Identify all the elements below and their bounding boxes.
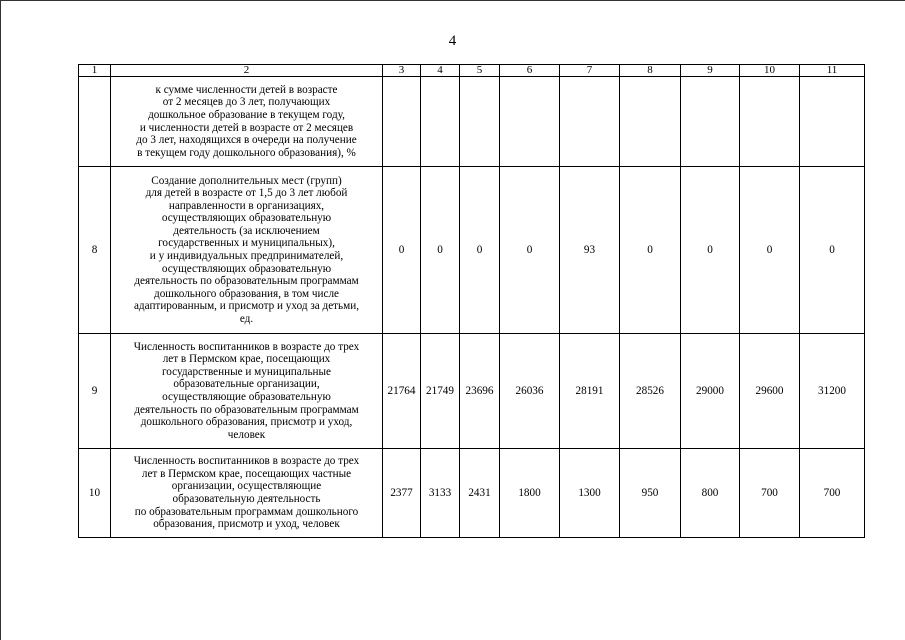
value-cell: 1300 [560,449,620,538]
value-cell: 23696 [460,334,500,449]
column-header: 5 [460,65,500,77]
table-row [79,167,865,334]
header-row [79,65,865,77]
value-cell: 0 [500,167,560,334]
value-cell: 28526 [620,334,681,449]
value-cell [800,77,865,167]
value-cell: 29000 [681,334,740,449]
indicator-description: к сумме численности детей в возрасте от 2 месяцев до 3 лет, получающих дошкольное образование в текущем году, и численности детей в возрасте от 2 месяцев до 3 лет, находящихся в очереди на получение в текущем году дошкольного образования), % [111,77,383,167]
value-cell: 0 [620,167,681,334]
row-number [79,77,111,167]
indicator-description: Численность воспитанников в возрасте до трех лет в Пермском крае, посещающих государственные и муниципальные образовательные организации, осуществляющие образовательную деятельность по образовательным программам дошкольного образования, присмотр и уход, человек [111,334,383,449]
value-cell [740,77,800,167]
page-number: 4 [448,33,457,49]
value-cell: 21764 [383,334,421,449]
table-row [79,77,865,167]
value-cell: 0 [740,167,800,334]
table-row [79,449,865,538]
value-cell: 1800 [500,449,560,538]
value-cell: 3133 [421,449,460,538]
column-header: 8 [620,65,681,77]
value-cell: 0 [421,167,460,334]
column-header: 6 [500,65,560,77]
value-cell [421,77,460,167]
value-cell: 700 [740,449,800,538]
column-header: 10 [740,65,800,77]
value-cell: 29600 [740,334,800,449]
indicator-description: Создание дополнительных мест (групп) для детей в возрасте от 1,5 до 3 лет любой направленности в организациях, осуществляющих образовательную деятельность (за исключением государственных и муниципальных), и у индивидуальных предпринимателей, осуществляющих образовательную деятельность по образовательным программам дошкольного образования, в том числе адаптированным, и присмотр и уход за детьми, ед. [111,167,383,334]
value-cell: 0 [681,167,740,334]
value-cell [500,77,560,167]
left-border-line [0,0,1,640]
column-header: 3 [383,65,421,77]
column-header: 1 [79,65,111,77]
value-cell: 0 [383,167,421,334]
row-number: 10 [79,449,111,538]
data-table [78,64,865,538]
column-header: 9 [681,65,740,77]
value-cell [460,77,500,167]
value-cell: 800 [681,449,740,538]
value-cell: 2377 [383,449,421,538]
value-cell: 0 [460,167,500,334]
row-number: 8 [79,167,111,334]
value-cell [383,77,421,167]
top-border-line [0,0,905,1]
value-cell [620,77,681,167]
row-number: 9 [79,334,111,449]
value-cell: 2431 [460,449,500,538]
value-cell: 0 [800,167,865,334]
value-cell: 93 [560,167,620,334]
indicator-description: Численность воспитанников в возрасте до трех лет в Пермском крае, посещающих частные организации, осуществляющие образовательную деятельность по образовательным программам дошкольного образования, присмотр и уход, человек [111,449,383,538]
value-cell: 31200 [800,334,865,449]
value-cell [560,77,620,167]
value-cell: 700 [800,449,865,538]
value-cell: 26036 [500,334,560,449]
column-header: 2 [111,65,383,77]
column-header: 11 [800,65,865,77]
column-header: 4 [421,65,460,77]
value-cell: 28191 [560,334,620,449]
value-cell: 21749 [421,334,460,449]
value-cell: 950 [620,449,681,538]
value-cell [681,77,740,167]
column-header: 7 [560,65,620,77]
table-row [79,334,865,449]
